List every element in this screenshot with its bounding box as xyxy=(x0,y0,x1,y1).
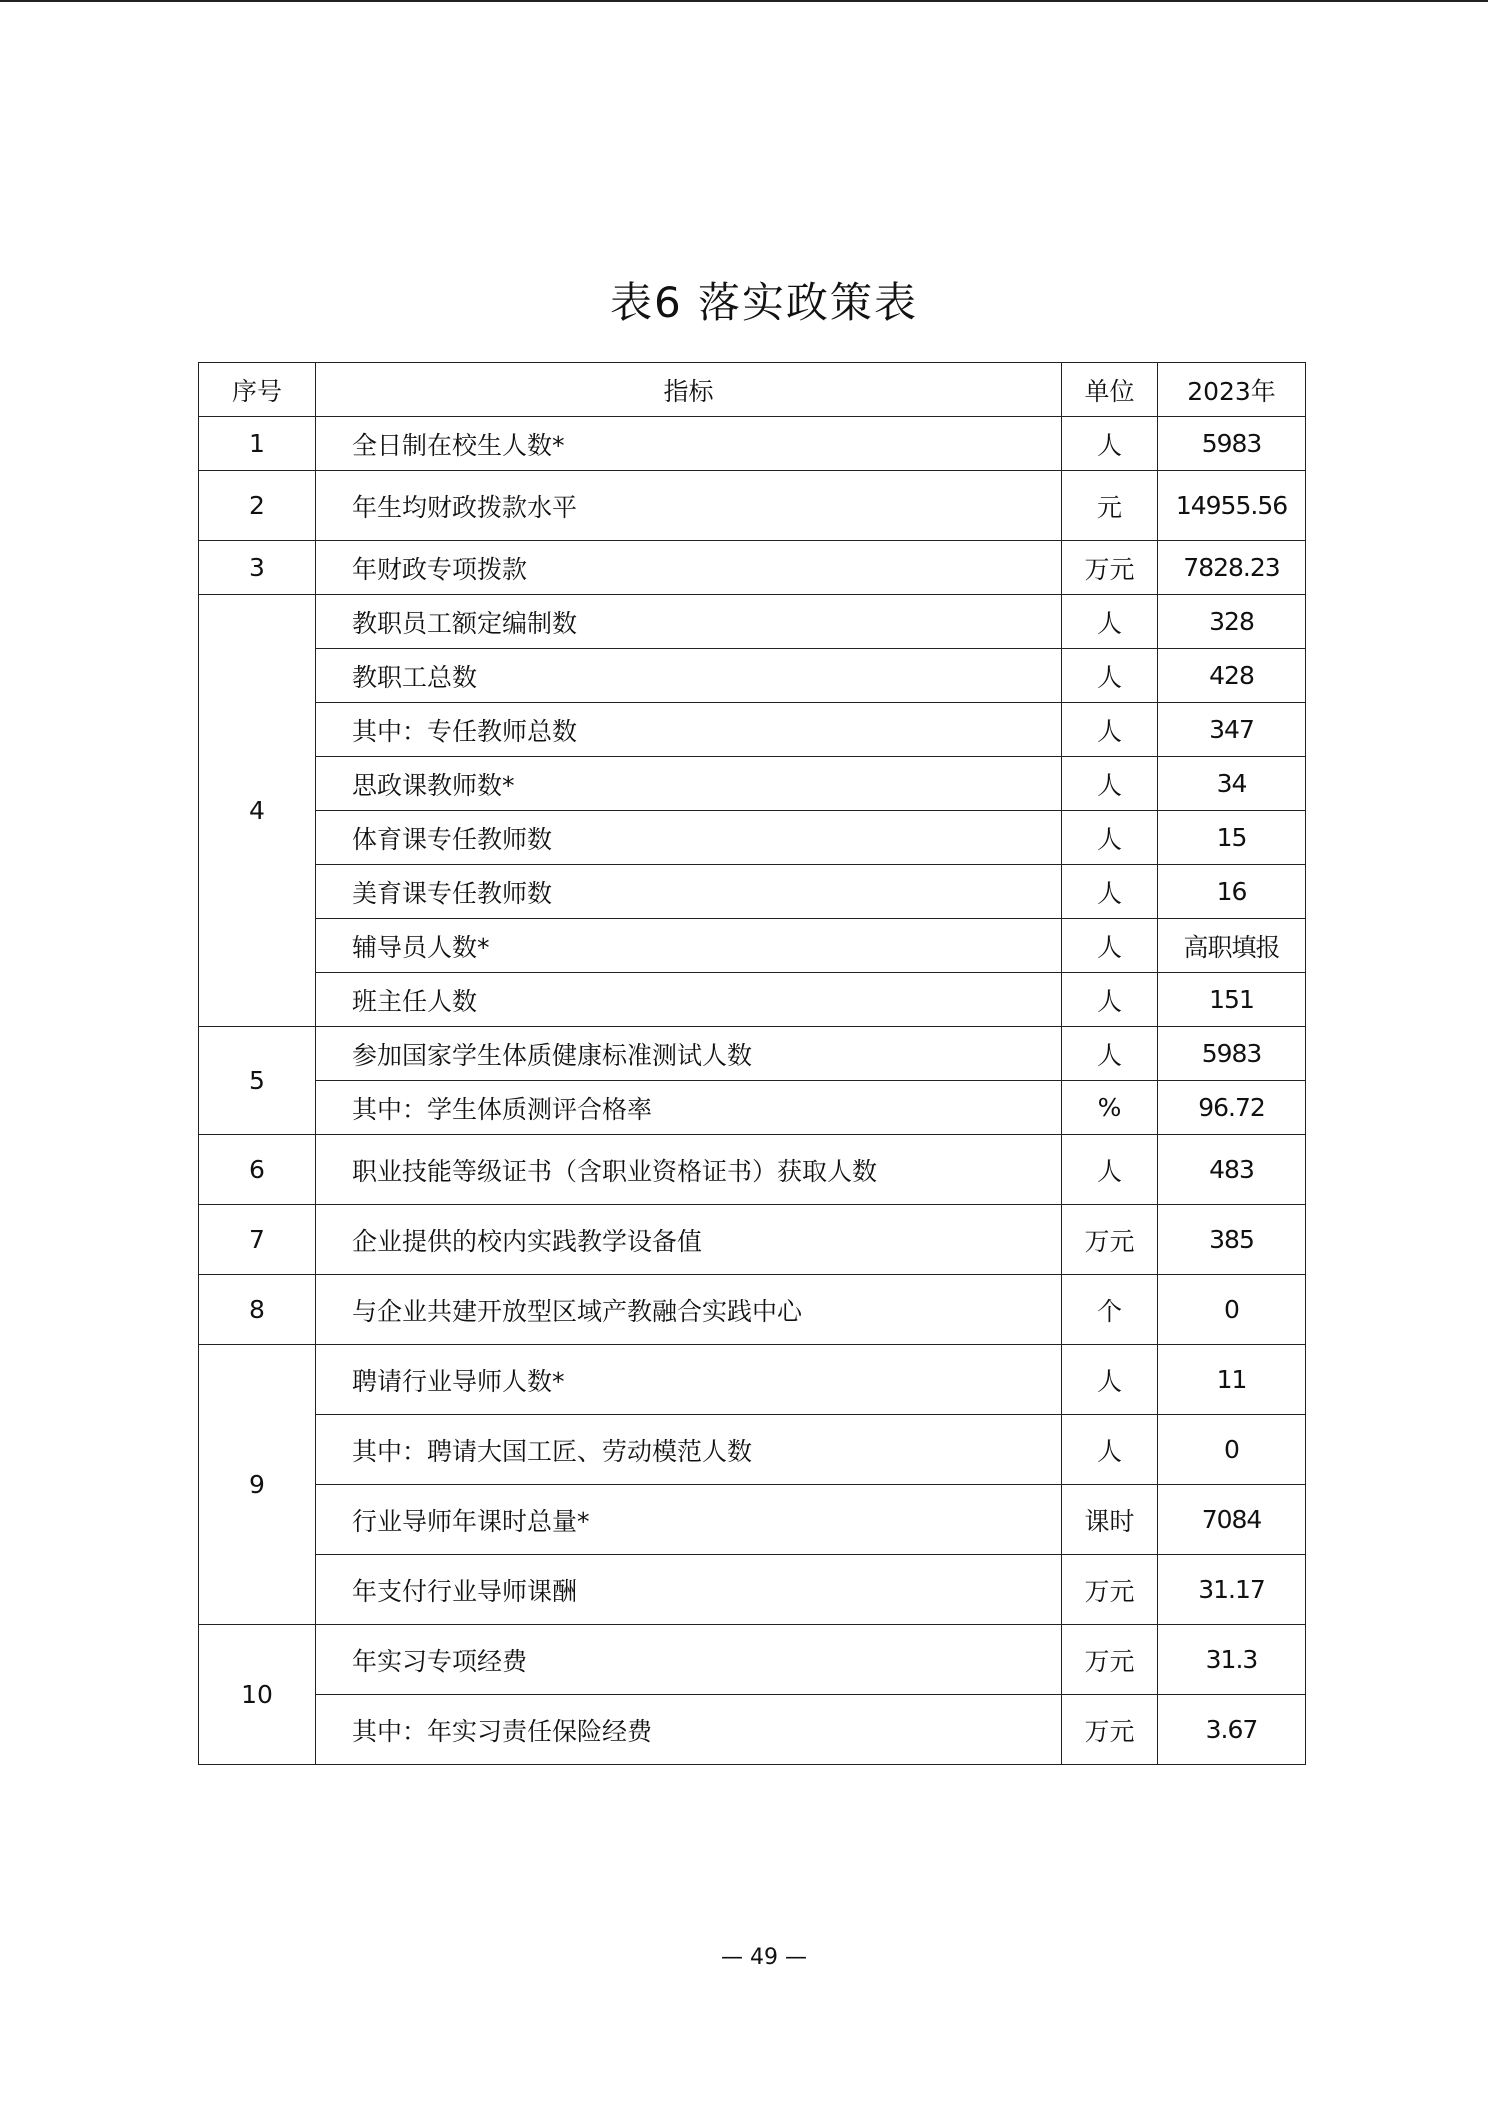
indicator-cell: 全日制在校生人数* xyxy=(316,417,1062,471)
indicator-cell: 教职工总数 xyxy=(316,649,1062,703)
indicator-cell: 其中：专任教师总数 xyxy=(316,703,1062,757)
table-row xyxy=(199,1275,1306,1345)
value-cell: 0 xyxy=(1158,1415,1306,1485)
value-cell: 483 xyxy=(1158,1135,1306,1205)
unit-cell: 人 xyxy=(1062,1415,1158,1485)
table-row xyxy=(199,1415,1306,1485)
table-row xyxy=(199,471,1306,541)
row-number-cell: 6 xyxy=(199,1135,316,1205)
page-number: — 49 — xyxy=(721,1945,807,1970)
unit-cell: 人 xyxy=(1062,865,1158,919)
value-cell: 7828.23 xyxy=(1158,541,1306,595)
unit-cell: 人 xyxy=(1062,811,1158,865)
table-row xyxy=(199,865,1306,919)
table-row xyxy=(199,1345,1306,1415)
row-number-cell: 3 xyxy=(199,541,316,595)
table-row xyxy=(199,1555,1306,1625)
table-row xyxy=(199,757,1306,811)
indicator-cell: 美育课专任教师数 xyxy=(316,865,1062,919)
table-row xyxy=(199,541,1306,595)
indicator-cell: 教职员工额定编制数 xyxy=(316,595,1062,649)
value-cell: 11 xyxy=(1158,1345,1306,1415)
row-number-cell: 10 xyxy=(199,1625,316,1765)
value-cell: 高职填报 xyxy=(1158,919,1306,973)
table-row xyxy=(199,649,1306,703)
row-number-cell: 8 xyxy=(199,1275,316,1345)
unit-cell: 元 xyxy=(1062,471,1158,541)
header-no: 序号 xyxy=(199,363,316,417)
indicator-cell: 职业技能等级证书（含职业资格证书）获取人数 xyxy=(316,1135,1062,1205)
value-cell: 96.72 xyxy=(1158,1081,1306,1135)
indicator-cell: 聘请行业导师人数* xyxy=(316,1345,1062,1415)
indicator-cell: 其中：年实习责任保险经费 xyxy=(316,1695,1062,1765)
unit-cell: 人 xyxy=(1062,703,1158,757)
table-row xyxy=(199,1135,1306,1205)
table-row xyxy=(199,1027,1306,1081)
unit-cell: 人 xyxy=(1062,919,1158,973)
table-row xyxy=(199,1081,1306,1135)
indicator-cell: 辅导员人数* xyxy=(316,919,1062,973)
row-number-cell: 5 xyxy=(199,1027,316,1135)
unit-cell: 课时 xyxy=(1062,1485,1158,1555)
value-cell: 5983 xyxy=(1158,1027,1306,1081)
value-cell: 31.17 xyxy=(1158,1555,1306,1625)
value-cell: 328 xyxy=(1158,595,1306,649)
unit-cell: 万元 xyxy=(1062,1205,1158,1275)
indicator-cell: 行业导师年课时总量* xyxy=(316,1485,1062,1555)
unit-cell: 人 xyxy=(1062,1027,1158,1081)
unit-cell: 万元 xyxy=(1062,1625,1158,1695)
row-number-cell: 2 xyxy=(199,471,316,541)
unit-cell: 人 xyxy=(1062,595,1158,649)
value-cell: 7084 xyxy=(1158,1485,1306,1555)
unit-cell: 人 xyxy=(1062,1135,1158,1205)
table-title: 表6 落实政策表 xyxy=(609,278,919,327)
unit-cell: 人 xyxy=(1062,757,1158,811)
table-row xyxy=(199,1625,1306,1695)
indicator-cell: 参加国家学生体质健康标准测试人数 xyxy=(316,1027,1062,1081)
value-cell: 385 xyxy=(1158,1205,1306,1275)
policy-table-body xyxy=(199,363,1306,1765)
indicator-cell: 与企业共建开放型区域产教融合实践中心 xyxy=(316,1275,1062,1345)
unit-cell: 万元 xyxy=(1062,541,1158,595)
indicator-cell: 思政课教师数* xyxy=(316,757,1062,811)
table-header-row xyxy=(199,363,1306,417)
table-row xyxy=(199,919,1306,973)
row-number-cell: 7 xyxy=(199,1205,316,1275)
indicator-cell: 班主任人数 xyxy=(316,973,1062,1027)
unit-cell: 人 xyxy=(1062,417,1158,471)
table-row xyxy=(199,703,1306,757)
table-row xyxy=(199,811,1306,865)
indicator-cell: 年生均财政拨款水平 xyxy=(316,471,1062,541)
row-number-cell: 4 xyxy=(199,595,316,1027)
row-number-cell: 9 xyxy=(199,1345,316,1625)
unit-cell: 人 xyxy=(1062,1345,1158,1415)
unit-cell: 人 xyxy=(1062,649,1158,703)
value-cell: 16 xyxy=(1158,865,1306,919)
page-top-border xyxy=(0,0,1488,2)
value-cell: 15 xyxy=(1158,811,1306,865)
value-cell: 5983 xyxy=(1158,417,1306,471)
indicator-cell: 其中：聘请大国工匠、劳动模范人数 xyxy=(316,1415,1062,1485)
header-year: 2023年 xyxy=(1158,363,1306,417)
indicator-cell: 年实习专项经费 xyxy=(316,1625,1062,1695)
indicator-cell: 体育课专任教师数 xyxy=(316,811,1062,865)
table-row xyxy=(199,595,1306,649)
unit-cell: % xyxy=(1062,1081,1158,1135)
value-cell: 347 xyxy=(1158,703,1306,757)
indicator-cell: 年支付行业导师课酬 xyxy=(316,1555,1062,1625)
header-unit: 单位 xyxy=(1062,363,1158,417)
indicator-cell: 其中：学生体质测评合格率 xyxy=(316,1081,1062,1135)
table-row xyxy=(199,1695,1306,1765)
value-cell: 0 xyxy=(1158,1275,1306,1345)
table-row xyxy=(199,1205,1306,1275)
unit-cell: 人 xyxy=(1062,973,1158,1027)
table-row xyxy=(199,973,1306,1027)
indicator-cell: 年财政专项拨款 xyxy=(316,541,1062,595)
value-cell: 34 xyxy=(1158,757,1306,811)
header-indicator: 指标 xyxy=(316,363,1062,417)
value-cell: 3.67 xyxy=(1158,1695,1306,1765)
unit-cell: 万元 xyxy=(1062,1555,1158,1625)
table-row xyxy=(199,417,1306,471)
table-row xyxy=(199,1485,1306,1555)
unit-cell: 万元 xyxy=(1062,1695,1158,1765)
value-cell: 31.3 xyxy=(1158,1625,1306,1695)
unit-cell: 个 xyxy=(1062,1275,1158,1345)
value-cell: 151 xyxy=(1158,973,1306,1027)
value-cell: 428 xyxy=(1158,649,1306,703)
row-number-cell: 1 xyxy=(199,417,316,471)
indicator-cell: 企业提供的校内实践教学设备值 xyxy=(316,1205,1062,1275)
policy-table xyxy=(198,362,1306,1765)
value-cell: 14955.56 xyxy=(1158,471,1306,541)
